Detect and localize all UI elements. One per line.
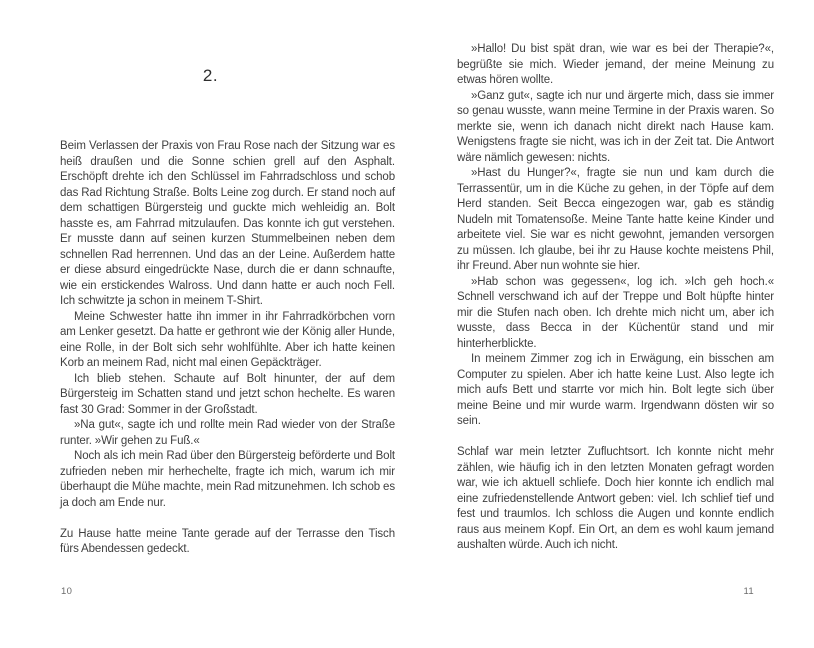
page-right (457, 0, 774, 648)
page-left-body (60, 139, 395, 558)
paragraph: »Hab schon was gegessen«, log ich. »Ich geh hoch.« Schnell verschwand ich auf der Treppe und Bolt hüpfte hinter mir die Stufen nach oben. Ich drehte mich nicht um, aber ich wusste, dass Becca in der Küchentür stand und mir hinterherblickte. (457, 275, 774, 350)
paragraph: Noch als ich mein Rad über den Bürgersteig beförderte und Bolt zufrieden neben mir herhechelte, fragte ich mich, warum ich mir überhaupt die Mühe machte, mein Rad mitzunehmen. Ich schob es ja doch am Ende nur. (60, 450, 395, 509)
page-left (60, 0, 395, 648)
paragraph: Meine Schwester hatte ihn immer in ihr Fahrradkörbchen vorn am Lenker gesetzt. Da hatte er gethront wie der König aller Hunde, eine Rolle, in der Bolt sich sehr wohlfühlte. Aber ich hatte keinen Korb an meinem Rad, nicht mal einen Gepäckträger. (60, 310, 395, 369)
paragraph: »Ganz gut«, sagte ich nur und ärgerte mich, dass sie immer so genau wusste, wann meine Termine in der Praxis waren. So merkte sie, wenn ich danach nicht direkt nach Hause kam. Wenigstens fragte sie nicht, was ich in der Zeit tat. Die Antwort wäre nämlich gewesen: nichts. (457, 89, 774, 164)
page-right-body (457, 42, 774, 554)
paragraph: Beim Verlassen der Praxis von Frau Rose nach der Sitzung war es heiß draußen und die Sonne schien grell auf den Asphalt. Erschöpft drehte ich den Schlüssel im Fahrradschloss und schob das Rad Richtung Straße. Bolts Leine zog durch. Er stand noch auf dem schattigen Bürgersteig und guckte mich wehleidig an. Bolt hasste es, am Fahrrad mitzulaufen. Das konnte ich gut verstehen. Er musste dann auf seinen kurzen Stummelbeinen neben dem schnellen Rad herrennen. Und das an der Leine. Außerdem hatte er diese absurd eingedrückte Nase, durch die er dann schnaufte, wie ein erstickendes Walross. Und dann hatte er auch noch Fell. Ich schwitzte ja schon in meinem T-Shirt. (60, 140, 395, 307)
paragraph: Zu Hause hatte meine Tante gerade auf der Terrasse den Tisch fürs Abendessen gedeckt. (60, 527, 395, 555)
page-number-left: 10 (61, 586, 73, 597)
chapter-heading: 2. (202, 66, 219, 85)
paragraph: In meinem Zimmer zog ich in Erwägung, ein bisschen am Computer zu spielen. Aber ich hatte keine Lust. Also legte ich mich aufs Bett und starrte vor mich hin. Bolt legte sich über meine Beine und mir wurde warm. Irgendwann dösten wir so sein. (457, 353, 774, 427)
paragraph: »Hallo! Du bist spät dran, wie war es bei der Therapie?«, begrüßte sie mich. Wieder jemand, der meine Meinung zu etwas hören wollte. (457, 43, 774, 86)
paragraph: »Hast du Hunger?«, fragte sie nun und kam durch die Terrassentür, um in die Küche zu gehen, in der Töpfe auf dem Herd standen. Seit Becca eingezogen war, gab es ständig Nudeln mit Tomatensoße. Meine Tante hatte keine Kinder und arbeitete viel. Sie war es nicht gewohnt, jemanden versorgen zu müssen. Ich glaube, bei ihr zu Hause kochte meistens Phil, ihr Freund. Aber nun wohnte sie hier. (457, 167, 774, 272)
paragraph: »Na gut«, sagte ich und rollte mein Rad wieder von der Straße runter. »Wir gehen zu Fuß.« (60, 419, 395, 447)
paragraph: Ich blieb stehen. Schaute auf Bolt hinunter, der auf dem Bürgersteig im Schatten stand und jetzt schon hechelte. Es waren fast 30 Grad: Sommer in der Großstadt. (60, 372, 395, 416)
paragraph: Schlaf war mein letzter Zufluchtsort. Ich konnte nicht mehr zählen, wie häufig ich in den letzten Monaten gefragt worden war, wie ich aktuell schliefe. Doch hier konnte ich endlich mal eine zufriedenstellende Antwort geben: viel. Ich schlief tief und fest und traumlos. Ich schloss die Augen und konnte endlich raus aus meinem Kopf. Ein Ort, an dem es wohl kaum jemand aushalten würde. Auch ich nicht. (457, 446, 774, 551)
page-number-right: 11 (743, 586, 754, 597)
